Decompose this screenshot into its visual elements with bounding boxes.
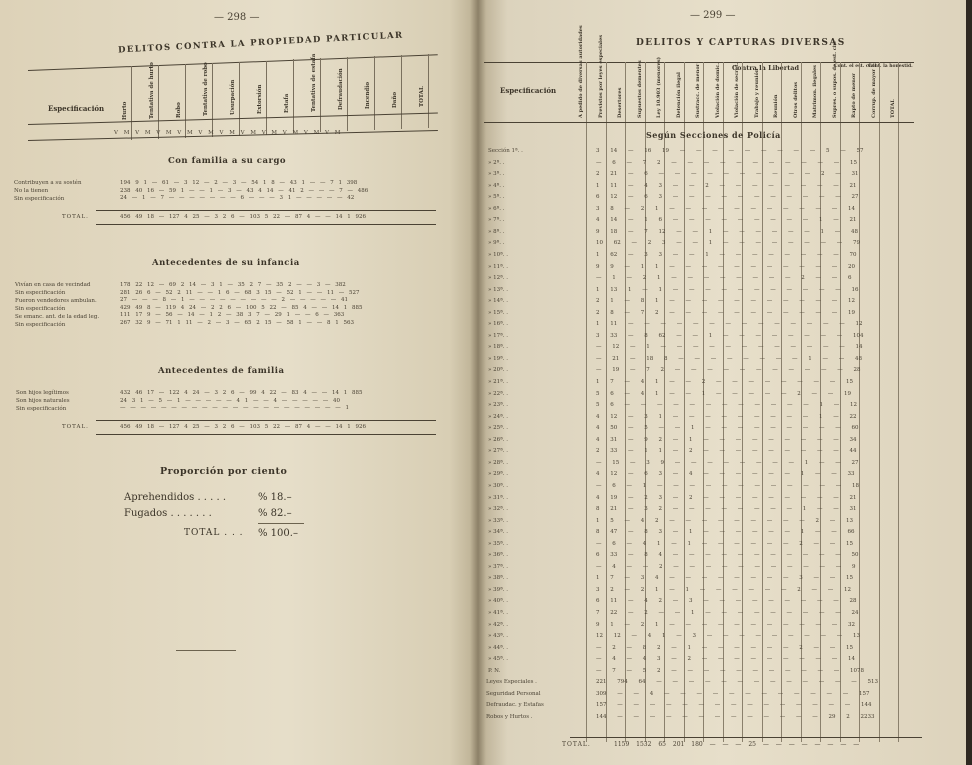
column-header: Hurto bbox=[122, 101, 128, 120]
column-header: Desertores bbox=[617, 87, 623, 118]
row-label: » 29ª. . bbox=[488, 471, 508, 478]
row-values: 429 49 8 — 119 4 24 — 2 2 6 — 100 5 22 — 85 4 — — 14 1 885 bbox=[120, 304, 363, 311]
row-values: 5 6 — 4 1 — — 1 — — — — — 2 — — 19 bbox=[596, 390, 851, 397]
row-label: » 16ª. . bbox=[488, 321, 508, 328]
row-values: 2 1 — 8 1 — — — — — — — — — — — 12 bbox=[596, 298, 855, 305]
row-values: 9 18 — 7 12 — — 1 — — — — — — 1 — 48 bbox=[596, 228, 858, 235]
column-header: A pedido de diversas autoridades bbox=[578, 25, 584, 118]
row-label: Sin especificación bbox=[16, 406, 67, 412]
total-bottom-rule bbox=[96, 224, 436, 225]
row-values: 1 13 1 — 1 — — — — — — — — — — — 16 bbox=[596, 286, 859, 293]
column-divider bbox=[898, 62, 899, 742]
column-header: Sustracc. de menor bbox=[695, 63, 701, 118]
page-number: — 298 — bbox=[214, 12, 260, 23]
spec-header: Especificación bbox=[48, 104, 105, 113]
column-divider bbox=[879, 62, 880, 742]
row-label: » 38ª. . bbox=[488, 575, 508, 582]
row-label: » 22ª. . bbox=[488, 390, 508, 397]
row-label: » 7ª. . bbox=[488, 217, 505, 224]
column-header: Matrimon. ilegales bbox=[812, 65, 818, 118]
row-values: 178 22 12 — 69 2 14 — 3 1 — 35 2 7 — 35 2 — — 3 — 382 bbox=[120, 282, 346, 288]
row-label: » 45ª. . bbox=[488, 656, 508, 663]
row-label: Vivían en casa de vecindad bbox=[15, 282, 91, 288]
row-label: » 8ª. . bbox=[488, 228, 505, 235]
right-page bbox=[478, 0, 972, 765]
column-header: Extorsión bbox=[257, 84, 263, 114]
column-header: Previstos por leyes especiales bbox=[597, 34, 604, 118]
column-divider bbox=[401, 55, 402, 129]
row-values: 7 22 — 2 — — 1 — — — — — — — — — 24 bbox=[596, 610, 859, 616]
row-values: — 4 — — 2 — — — — — — — — — — — 9 bbox=[596, 563, 856, 570]
column-header: Violación de secret. bbox=[734, 62, 740, 118]
row-label: » 24ª. . bbox=[488, 413, 508, 420]
column-header: Rapto de menor bbox=[851, 73, 857, 118]
left-page bbox=[0, 0, 478, 765]
row-label: Se emanc. ant. de la edad leg. bbox=[15, 314, 100, 320]
column-header: Supres. o supos. de est. civ. bbox=[831, 41, 838, 118]
book-spine bbox=[470, 0, 486, 765]
row-values: 1 11 — 4 3 — — 2 — — — — — — — — 21 bbox=[596, 182, 857, 189]
row-label: » 37ª. . bbox=[488, 563, 508, 570]
row-label: » 35ª. . bbox=[488, 540, 508, 547]
row-values: 3 8 — 2 1 — — — — — — — — — — — 14 bbox=[596, 205, 855, 212]
row-label: Robos y Hurtos . bbox=[486, 713, 533, 720]
proportion-total-label: TOTAL . . . bbox=[184, 528, 244, 538]
column-divider bbox=[586, 62, 587, 742]
column-divider bbox=[185, 64, 186, 138]
row-label: » 25ª. . bbox=[488, 425, 508, 432]
row-values: 10 62 — 2 3 — — 1 — — — — — — — — 79 bbox=[596, 240, 860, 247]
row-values: 5 6 — — — — — — — — — — — — 1 — 12 bbox=[596, 402, 857, 409]
row-label: Sin especificación bbox=[15, 290, 66, 296]
total-values: 456 49 18 — 127 4 25 — 3 2 6 — 103 5 22 — 87 4 — — 14 1 926 bbox=[120, 214, 366, 220]
row-values: — 15 — 3 9 — — — — — — — — 1 — — 27 bbox=[596, 459, 859, 466]
row-values: 3 14 — 16 19 — — — — — — — — — 5 — 57 bbox=[596, 148, 864, 154]
total-rule bbox=[96, 210, 436, 211]
column-header: Incendio bbox=[365, 82, 371, 110]
row-values: — 2 — 8 2 — 1 — — — — — — 2 — — 15 bbox=[596, 644, 853, 651]
total-values: 1159 1532 65 201 180 — — — 25 — — — — — — — — bbox=[614, 741, 860, 748]
row-label: » 36ª. . bbox=[488, 552, 508, 559]
group-header: Contra la Libertad bbox=[732, 64, 799, 72]
row-label: P. N. bbox=[488, 667, 501, 674]
row-label: Sin especificación bbox=[14, 196, 65, 202]
page-title: DELITOS Y CAPTURAS DIVERSAS bbox=[636, 38, 846, 48]
row-label: » 10ª. . bbox=[488, 251, 508, 258]
row-values: 157 — — — — — — — — — — — — — — — 144 bbox=[596, 702, 872, 709]
total-values: 456 49 18 — 127 4 25 — 3 2 6 — 103 5 22 — 87 4 — — 14 1 926 bbox=[120, 424, 366, 430]
row-label: Sección 1ª. . bbox=[488, 148, 523, 154]
column-header: Robo bbox=[176, 101, 182, 118]
row-label: » 5ª. . bbox=[488, 194, 505, 201]
row-values: 8 47 — 8 3 — 1 — — — — — — 1 — — 66 bbox=[596, 529, 855, 536]
column-divider bbox=[347, 57, 348, 131]
column-divider bbox=[239, 62, 240, 136]
row-values: — 7 — 5 2 — — — — — — — — — — — 1078 bbox=[596, 667, 864, 674]
total-label: TOTAL. bbox=[62, 424, 89, 430]
page-title: DELITOS CONTRA LA PROPIEDAD PARTICULAR bbox=[117, 30, 404, 56]
row-values: 2 33 — 1 1 — 2 — — — — — — — — — 44 bbox=[596, 448, 857, 455]
page-number: — 299 — bbox=[690, 10, 736, 21]
row-label: No la tienen bbox=[14, 188, 49, 194]
row-values: 12 12 — 4 1 — 3 — — — — — — — — — 13 bbox=[596, 633, 860, 640]
row-label: » 4ª. . bbox=[488, 182, 505, 189]
row-values: 309 — — 4 — — — — — — — — — — — — 157 bbox=[596, 690, 870, 697]
column-header: Violación de domic. bbox=[714, 62, 721, 118]
row-label: » 33ª. . bbox=[488, 517, 508, 524]
total-rule bbox=[570, 737, 922, 738]
row-values: — 4 — 4 3 — 2 — — — — — — — — — 14 bbox=[596, 656, 855, 663]
row-label: Defraudac. y Estafas bbox=[486, 702, 544, 709]
row-values: 144 — — — — — — — — — — — — — 29 2 2233 bbox=[596, 713, 875, 720]
row-label: » 40ª. . bbox=[488, 598, 508, 605]
row-label: » 11ª. . bbox=[488, 263, 508, 270]
row-values: 432 46 17 — 122 4 24 — 3 2 6 — 99 4 22 — 83 4 — — 14 1 885 bbox=[120, 390, 363, 396]
row-values: 1 5 — 4 2 — — — — — — — — — 2 — 13 bbox=[596, 517, 853, 524]
row-label: » 41ª. . bbox=[488, 610, 508, 616]
row-label: » 31ª. . bbox=[488, 494, 508, 501]
row-label: » 3ª. . bbox=[488, 171, 505, 178]
row-values: 221 794 64 — — — — — — — — — — — — — 513 bbox=[596, 679, 878, 686]
row-values: 1 11 — — — — — — — — — — — — — — 12 bbox=[596, 321, 863, 328]
row-label: » 44ª. . bbox=[488, 644, 508, 651]
column-header: Tentativa de hurto bbox=[149, 62, 155, 119]
sex-marks: V M V M V M V M V M V M V M V M V M V M V M bbox=[114, 130, 343, 136]
row-label: Fueron vendedores ambulan. bbox=[15, 298, 97, 304]
column-header: TOTAL bbox=[890, 99, 896, 118]
row-values: 2 8 — 7 2 — — — — — — — — — — — 19 bbox=[596, 309, 855, 316]
column-header: Defraudación bbox=[338, 68, 344, 111]
column-header: Usurpación bbox=[230, 79, 236, 116]
row-label: » 21ª. . bbox=[488, 379, 508, 385]
column-header: Otros delitos bbox=[792, 81, 799, 118]
proportion-title: Proporción por ciento bbox=[160, 466, 288, 477]
proportion-label: Fugados . . . . . . . bbox=[124, 508, 212, 519]
row-label: » 9ª. . bbox=[488, 240, 505, 247]
column-header: Tentativa de estafa bbox=[311, 53, 317, 112]
row-values: 4 31 — 9 2 — 1 — — — — — — — — — 34 bbox=[596, 436, 857, 443]
row-values: 4 19 — 2 3 — 2 — — — — — — — — — 21 bbox=[596, 494, 857, 501]
row-label: » 17ª. . bbox=[488, 332, 508, 339]
row-label: » 34ª. . bbox=[488, 529, 508, 536]
row-values: 6 33 — 8 4 — — — — — — — — — — — 50 bbox=[596, 552, 859, 559]
row-values: — 6 — 7 2 — — — — — — — — — — — 15 bbox=[596, 159, 857, 166]
row-values: 3 2 — 2 1 — 1 — — — — — — 2 — — 12 bbox=[596, 586, 851, 593]
row-label: » 23ª. . bbox=[488, 402, 508, 409]
column-header: Tentativa de robo bbox=[203, 62, 209, 117]
row-values: 9 9 — 1 1 — — — — — — — — — — — 20 bbox=[596, 263, 855, 270]
row-values: — 6 — 4 1 — 1 — — — — — — 2 — — 15 bbox=[596, 540, 853, 547]
row-label: » 32ª. . bbox=[488, 506, 508, 513]
row-values: 4 14 — 1 6 — — — — — — — — — 1 — 21 bbox=[596, 217, 857, 224]
column-divider bbox=[131, 66, 132, 140]
column-header: Estafa bbox=[284, 93, 290, 113]
row-values: — 1 — 2 1 — — — — — — — — 2 — — 6 bbox=[596, 275, 852, 282]
column-header: Detención ilegal bbox=[675, 72, 682, 118]
proportion-value: % 82.– bbox=[258, 508, 292, 519]
column-header: TOTAL bbox=[419, 85, 425, 107]
row-label: Son hijos legítimos bbox=[16, 390, 69, 396]
column-divider bbox=[428, 54, 429, 128]
row-label: Sin especificación bbox=[15, 322, 66, 328]
row-label: » 13ª. . bbox=[488, 286, 508, 293]
column-divider bbox=[158, 65, 159, 139]
row-label: » 39ª. . bbox=[488, 586, 508, 593]
row-label: » 6ª. . bbox=[488, 205, 505, 212]
column-divider bbox=[266, 61, 267, 135]
section-title: Con familia a su cargo bbox=[168, 156, 287, 166]
row-label: Son hijos naturales bbox=[16, 398, 70, 404]
column-header: Ley 10.903 (menores) bbox=[656, 56, 662, 118]
row-values: — — — — — — — — — — — — — — — — — — — — — — 1 bbox=[120, 405, 349, 412]
column-divider bbox=[212, 63, 213, 137]
row-values: — 21 — 18 8 — — — — — — — — 1 — — 48 bbox=[596, 355, 862, 362]
row-label: Contribuyen a su sostén bbox=[14, 180, 82, 186]
column-divider bbox=[320, 58, 321, 132]
row-values: 8 21 — 3 2 — — — — — — — — 1 — — 31 bbox=[596, 506, 857, 513]
total-bottom-rule bbox=[96, 434, 436, 435]
row-values: 24 3 1 — 5 — 1 — — — — — 4 1 — — 4 — — — — — 40 bbox=[120, 397, 340, 404]
section-title: Antecedentes de su infancia bbox=[152, 258, 300, 268]
row-label: » 15ª. . bbox=[488, 309, 508, 316]
row-label: » 12ª. . bbox=[488, 275, 508, 282]
row-values: 267 32 9 — 71 1 11 — 2 — 3 — 65 2 15 — 58 1 — — 8 1 563 bbox=[120, 320, 354, 326]
column-header: Reunión bbox=[773, 94, 779, 118]
row-values: 6 12 — 6 3 — — — — — — — — — — — 27 bbox=[596, 194, 859, 201]
row-values: 4 50 — 5 — — 1 — — — — — — — — — 60 bbox=[596, 425, 859, 432]
proportion-value: % 18.– bbox=[258, 492, 292, 503]
total-rule bbox=[96, 420, 436, 421]
column-header: Corrup. de mayor bbox=[870, 68, 877, 118]
column-divider bbox=[859, 62, 860, 742]
row-label: » 14ª. . bbox=[488, 298, 508, 305]
sum-rule bbox=[258, 523, 304, 524]
end-rule bbox=[176, 650, 236, 651]
row-label: » 28ª. . bbox=[488, 459, 508, 466]
row-values: 2 21 — 6 — — — — — — — — — — 2 — 31 bbox=[596, 171, 859, 178]
row-label: Sin especificación bbox=[15, 306, 66, 312]
section-title: Antecedentes de familia bbox=[158, 366, 285, 376]
row-values: 1 7 — 4 1 — — 2 — — — — — — — — 15 bbox=[596, 379, 853, 385]
row-label: Leyes Especiales . bbox=[486, 679, 537, 686]
row-label: » 19ª. . bbox=[488, 355, 508, 362]
row-values: 194 9 1 — 61 — 3 12 — 2 — 3 — 54 1 8 — 43 1 — — 7 1 398 bbox=[120, 180, 358, 186]
proportion-total-value: % 100.– bbox=[258, 528, 298, 539]
row-values: 1 7 — 3 4 — — — — — — — — 3 — — 15 bbox=[596, 575, 853, 582]
group-header: Cont. el est. civil bbox=[834, 64, 877, 69]
row-values: 24 — 1 — 7 — — — — — — — 6 — — — 3 1 — — — — — 42 bbox=[120, 195, 355, 202]
row-label: » 42ª. . bbox=[488, 621, 508, 628]
row-label: » 20ª. . bbox=[488, 367, 508, 374]
row-label: Seguridad Personal bbox=[486, 690, 541, 697]
row-values: 281 26 6 — 52 2 11 — — 1 6 — 68 3 15 — 52 1 — — 11 — 527 bbox=[120, 289, 360, 296]
row-values: 1 62 — 3 3 — — 1 — — — — — — — — 70 bbox=[596, 251, 857, 258]
column-divider bbox=[293, 59, 294, 133]
row-label: » 27ª. . bbox=[488, 448, 508, 455]
row-label: » 30ª. . bbox=[488, 482, 508, 489]
row-label: » 2ª. . bbox=[488, 159, 505, 166]
header-bottom-rule bbox=[484, 122, 914, 123]
row-values: 4 12 — 6 3 — 4 — — — — — — 1 — — 33 bbox=[596, 471, 855, 478]
section-title: Según Secciones de Policía bbox=[646, 130, 781, 140]
row-values: 3 33 — 8 62 — — 1 — — — — — — — — 104 bbox=[596, 332, 864, 339]
group-header: Cont. la honestid. bbox=[868, 64, 913, 69]
row-values: 238 40 16 — 59 1 — — 1 — 3 — 43 4 14 — 41 2 — — — 7 — 486 bbox=[120, 187, 369, 194]
column-header: Supuestos dementes bbox=[636, 60, 643, 118]
row-values: 4 12 — 3 1 — — — — — — — — — 1 — 22 bbox=[596, 413, 857, 420]
row-label: » 43ª. . bbox=[488, 633, 508, 640]
row-values: — 19 — 7 2 — — — — — — — — — — — 28 bbox=[596, 367, 861, 374]
proportion-label: Aprehendidos . . . . . bbox=[124, 492, 227, 503]
row-values: 9 1 — 2 1 — — — — — — — — — — — 32 bbox=[596, 621, 855, 628]
row-values: 6 11 — 4 2 — 3 — — — — — — — — — 28 bbox=[596, 598, 857, 605]
row-values: 27 — — — 8 — 1 — — — — — — — — — 2 — — — — — 41 bbox=[120, 297, 348, 304]
total-label: TOTAL. bbox=[562, 741, 591, 748]
row-values: — 12 — 1 — — — — — — — — — — — — 14 bbox=[596, 344, 863, 351]
row-values: 111 17 9 — 56 — 14 — 1 2 — 38 3 7 — 29 1 — — 6 — 363 bbox=[120, 312, 345, 319]
spec-header: Especificación bbox=[500, 86, 557, 95]
total-label: TOTAL. bbox=[62, 214, 89, 220]
table-top-rule bbox=[28, 54, 438, 71]
page-edge bbox=[966, 0, 972, 765]
column-header: Daño bbox=[392, 91, 398, 108]
row-values: — 6 — 1 — — — — — — — — — — — — 18 bbox=[596, 482, 859, 489]
row-label: » 26ª. . bbox=[488, 436, 508, 443]
column-divider bbox=[374, 56, 375, 130]
row-label: » 18ª. . bbox=[488, 344, 508, 351]
column-header: Trabajo y reunión bbox=[753, 68, 760, 118]
